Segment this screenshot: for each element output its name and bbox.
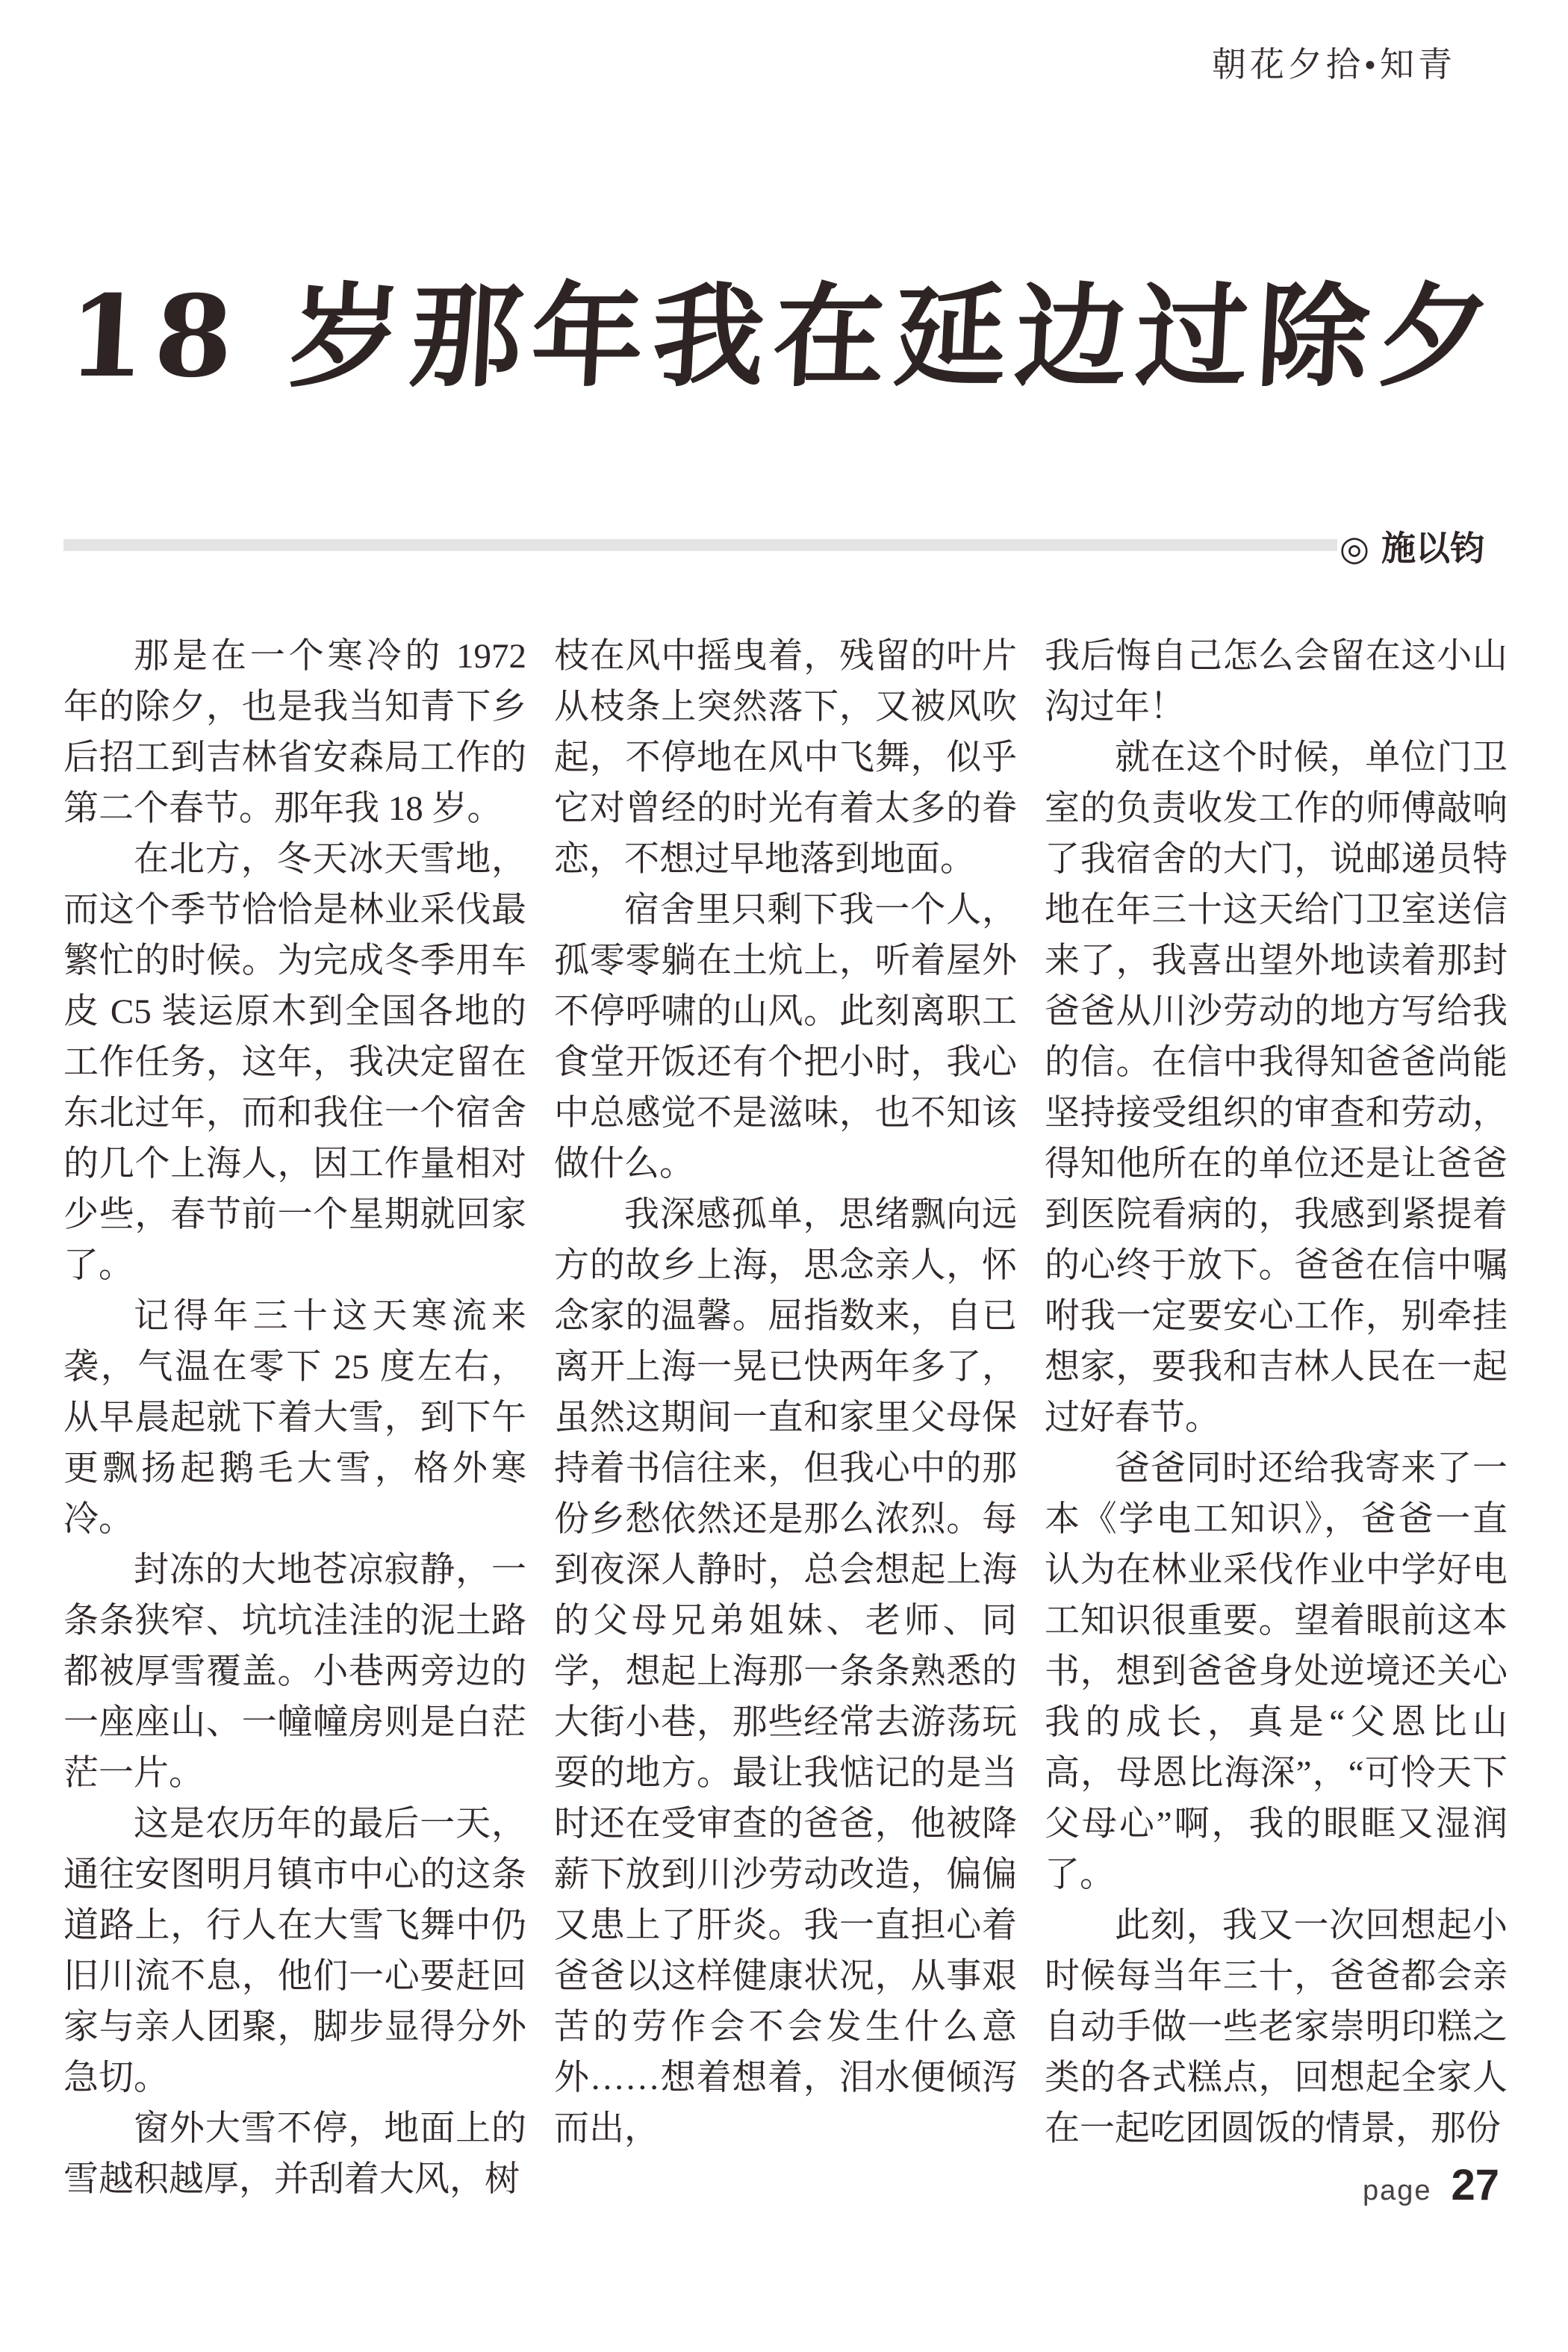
paragraph: 记得年三十这天寒流来袭，气温在零下 25 度左右，从早晨起就下着大雪，到下午更飘扬起鹅毛大雪，格外寒冷。: [63, 1297, 526, 1539]
divider-rule: [63, 539, 1337, 551]
paragraph: 就在这个时候，单位门卫室的负责收发工作的师傅敲响了我宿舍的大门，说邮递员特地在年三十这天给门卫室送信来了，我喜出望外地读着那封爸爸从川沙劳动的地方写给我的信。在信中我得知爸爸尚能坚持接受组织的审查和劳动，得知他所在的单位还是让爸爸到医院看病的，我感到紧提着的心终于放下。爸爸在信中嘱咐我一定要安心工作，别牵挂想家，要我和吉林人民在一起过好春节。: [1045, 738, 1508, 1437]
author-mark-icon: ◎: [1339, 529, 1369, 567]
section-header: 朝花夕拾•知青: [1211, 46, 1456, 84]
page-footer: [1363, 2160, 1499, 2210]
article-title: 18 岁那年我在延边过除夕: [64, 271, 1503, 402]
page-label: page: [1362, 2175, 1432, 2206]
author-name: 施以钧: [1381, 529, 1484, 567]
paragraph: 在北方，冬天冰天雪地，而这个季节恰恰是林业采伐最繁忙的时候。为完成冬季用车皮 C5 装运原木到全国各地的工作任务，这年，我决定留在东北过年，而和我住一个宿舍的几个上海人，因工作量相对少些，春节前一个星期就回家了。: [63, 840, 526, 1285]
paragraph: 这是农历年的最后一天，通往安图明月镇市中心的这条道路上，行人在大雪飞舞中仍旧川流不息，他们一心要赶回家与亲人团聚，脚步显得分外急切。: [63, 1805, 526, 2097]
paragraph: 此刻，我又一次回想起小时候每当年三十，爸爸都会亲自动手做一些老家崇明印糕之类的各式糕点，回想起全家人在一起吃团圆饭的情景，那份: [1045, 1906, 1508, 2148]
author-byline: [1340, 521, 1484, 570]
paragraph: 我后悔自己怎么会留在这小山沟过年！: [1045, 637, 1508, 727]
page-number: 27: [1451, 2161, 1499, 2209]
text-column-3: [1045, 631, 1508, 2154]
paragraph: 我深感孤单，思绪飘向远方的故乡上海，思念亲人，怀念家的温馨。屈指数来，自已离开上海一晃已快两年多了，虽然这期间一直和家里父母保持着书信往来，但我心中的那份乡愁依然还是那么浓烈。每到夜深人静时，总会想起上海的父母兄弟姐妹、老师、同学，想起上海那一条条熟悉的大街小巷，那些经常去游荡玩耍的地方。最让我惦记的是当时还在受审查的爸爸，他被降薪下放到川沙劳动改造，偏偏又患上了肝炎。我一直担心着爸爸以这样健康状况，从事艰苦的劳作会不会发生什么意外……想着想着，泪水便倾泻而出，: [554, 1195, 1017, 2148]
paragraph: 窗外大雪不停，地面上的雪越积越厚，并刮着大风，树: [63, 2109, 526, 2199]
text-column-1: [63, 631, 526, 2205]
paragraph: 宿舍里只剩下我一个人，孤零零躺在土炕上，听着屋外不停呼啸的山风。此刻离职工食堂开饭还有个把小时，我心中总感觉不是滋味，也不知该做什么。: [554, 891, 1017, 1183]
paragraph: 封冻的大地苍凉寂静，一条条狭窄、坑坑洼洼的泥土路都被厚雪覆盖。小巷两旁边的一座座山、一幢幢房则是白茫茫一片。: [63, 1551, 526, 1793]
text-column-2: [554, 631, 1017, 2154]
paragraph: 枝在风中摇曳着，残留的叶片从枝条上突然落下，又被风吹起，不停地在风中飞舞，似乎它对曾经的时光有着太多的眷恋，不想过早地落到地面。: [554, 637, 1017, 879]
paragraph: 爸爸同时还给我寄来了一本《学电工知识》，爸爸一直认为在林业采伐作业中学好电工知识很重要。望着眼前这本书，想到爸爸身处逆境还关心我的成长，真是“父恩比山高，母恩比海深”，“可怜天下父母心”啊，我的眼眶又湿润了。: [1045, 1449, 1508, 1894]
paragraph: 那是在一个寒冷的 1972 年的除夕，也是我当知青下乡后招工到吉林省安森局工作的第二个春节。那年我 18 岁。: [63, 637, 526, 828]
